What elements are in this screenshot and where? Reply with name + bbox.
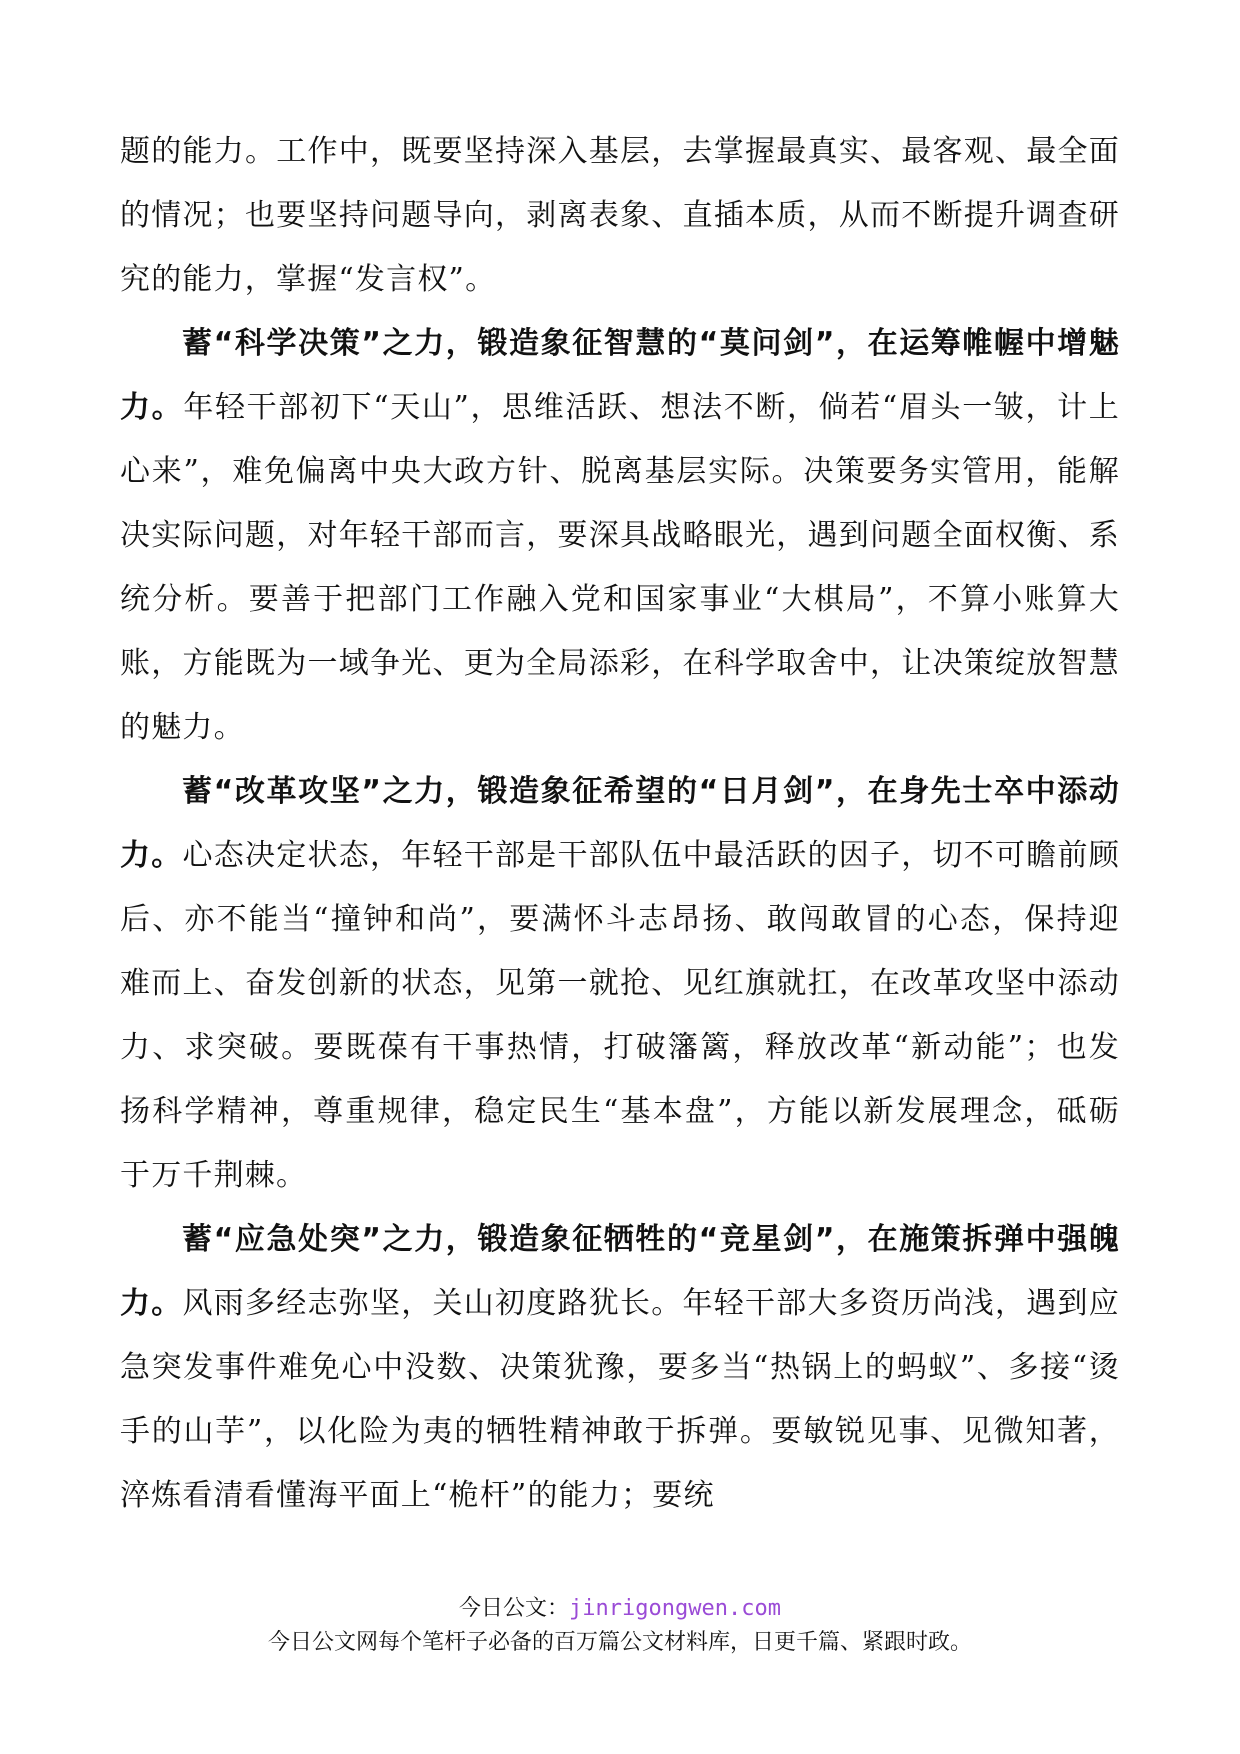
paragraph-3-text: 心态决定状态，年轻干部是干部队伍中最活跃的因子，切不可瞻前顾后、亦不能当“撞钟和尚”，要满怀斗志昂扬、敢闯敢冒的心态，保持迎难而上、奋发创新的状态，见第一就抢、见红旗就扛，在改革攻坚中添动力、求突破。要既葆有干事热情，打破籓篱，释放改革“新动能”；也发扬科学精神，尊重规律，稳定民生“基本盘”，方能以新发展理念，砥砺于万千荆棘。 (120, 838, 1121, 1193)
footer-slogan: 今日公文网每个笔杆子必备的百万篇公文材料库，日更千篇、紧跟时政。 (267, 1630, 972, 1655)
paragraph-3 (120, 760, 1120, 1208)
paragraph-3-heading: 蓄“改革攻坚”之力，锻造象征希望的“日月剑”，在身先士卒中添动力。 (120, 774, 1120, 873)
footer-site-line (0, 1592, 1240, 1626)
paragraph-4 (120, 1208, 1120, 1528)
paragraph-2 (120, 312, 1120, 760)
paragraph-1-text: 题的能力。工作中，既要坚持深入基层，去掌握最真实、最客观、最全面的情况；也要坚持问题导向，剥离表象、直插本质，从而不断提升调查研究的能力，掌握“发言权”。 (120, 134, 1120, 297)
paragraph-2-text: 年轻干部初下“天山”，思维活跃、想法不断，倘若“眉头一皱，计上心来”，难免偏离中央大政方针、脱离基层实际。决策要务实管用，能解决实际问题，对年轻干部而言，要深具战略眼光，遇到问题全面权衡、系统分析。要善于把部门工作融入党和国家事业“大棋局”，不算小账算大账，方能既为一域争光、更为全局添彩，在科学取舍中，让决策绽放智慧的魅力。 (120, 390, 1120, 745)
paragraph-2-heading: 蓄“科学决策”之力，锻造象征智慧的“莫问剑”，在运筹帷幄中增魅力。 (120, 326, 1120, 425)
page-footer (0, 1592, 1240, 1660)
document-body (120, 120, 1120, 1528)
paragraph-4-text: 风雨多经志弥坚，关山初度路犹长。年轻干部大多资历尚浅，遇到应急突发事件难免心中没数、决策犹豫，要多当“热锅上的蚂蚁”、多接“烫手的山芋”，以化险为夷的牺牲精神敢于拆弹。要敏锐见事、见微知著，淬炼看清看懂海平面上“桅杆”的能力；要统 (120, 1286, 1121, 1513)
footer-site-label: 今日公文： (459, 1596, 570, 1621)
footer-site-link[interactable]: jinrigongwen.com (569, 1596, 781, 1621)
paragraph-4-heading: 蓄“应急处突”之力，锻造象征牺牲的“竞星剑”，在施策拆弹中强魄力。 (120, 1222, 1120, 1321)
paragraph-1 (120, 120, 1120, 312)
